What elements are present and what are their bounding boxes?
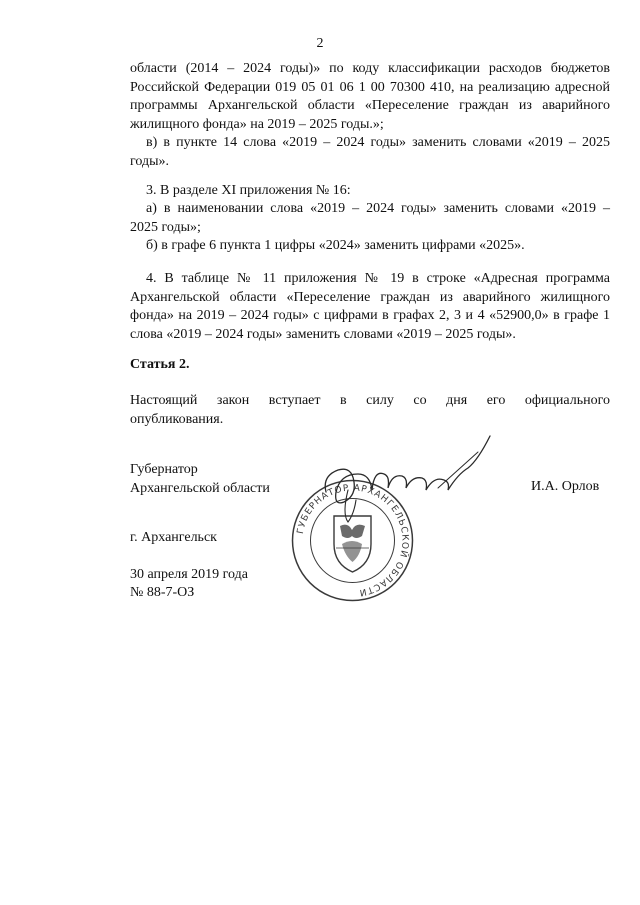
signatory-name: И.А. Орлов [531, 479, 600, 494]
signatory-title [130, 461, 270, 498]
text-line: 4. В таблице № 11 приложения № 19 в строке «Адресная программа [146, 271, 610, 286]
text-line: слова «2019 – 2024 годы» заменить словами «2019 – 2025 годы». [130, 326, 516, 342]
text-line: годы». [130, 153, 170, 169]
text-line: фонда» на 2019 – 2024 годы» с цифрами в графах 2, 3 и 4 «52900,0» в графе 1 [130, 308, 610, 323]
signatory-title-line1: Губернатор [130, 462, 198, 477]
paragraph-1 [130, 60, 610, 134]
paragraph-3 [130, 182, 610, 201]
handwritten-signature [318, 430, 498, 525]
text-line: жилищного фонда» на 2019 – 2025 годы.»; [130, 116, 384, 132]
paragraph-2 [130, 134, 610, 171]
text-line: б) в графе 6 пункта 1 цифры «2024» заменить цифрами «2025». [146, 238, 525, 253]
paragraph-6 [130, 270, 610, 344]
article-text [130, 392, 610, 429]
text-line: 3. В разделе XI приложения № 16: [146, 183, 351, 198]
paragraph-5 [130, 237, 610, 256]
signatory-title-line2: Архангельской области [130, 480, 270, 496]
text-line: Архангельской области «Переселение граждан из аварийного жилищного [130, 289, 610, 305]
paragraph-4 [130, 200, 610, 237]
article-heading: Статья 2. [130, 357, 190, 372]
text-line: программы Архангельской области «Переселение граждан из аварийного [130, 98, 610, 113]
text-line: области (2014 – 2024 годы)» по коду классификации расходов бюджетов [130, 61, 610, 76]
law-number: № 88-7-ОЗ [130, 585, 195, 600]
text-line: 2025 годы»; [130, 219, 201, 235]
seal-text: ГУБЕРНАТОР АРХАНГЕЛЬСКОЙ ОБЛАСТИ [295, 483, 410, 598]
law-date: 30 апреля 2019 года [130, 567, 248, 582]
city: г. Архангельск [130, 530, 217, 545]
text-line: Российской Федерации 019 05 01 06 1 00 70300 410, на реализацию адресной [130, 79, 610, 95]
text-line: опубликования. [130, 411, 224, 427]
text-line: Настоящий закон вступает в силу со дня его официального [130, 393, 610, 408]
text-line: а) в наименовании слова «2019 – 2024 годы» заменить словами «2019 – [146, 201, 610, 216]
page-number: 2 [316, 36, 324, 51]
date-block [130, 566, 248, 602]
text-line: в) в пункте 14 слова «2019 – 2024 годы» заменить словами «2019 – 2025 [146, 135, 610, 150]
